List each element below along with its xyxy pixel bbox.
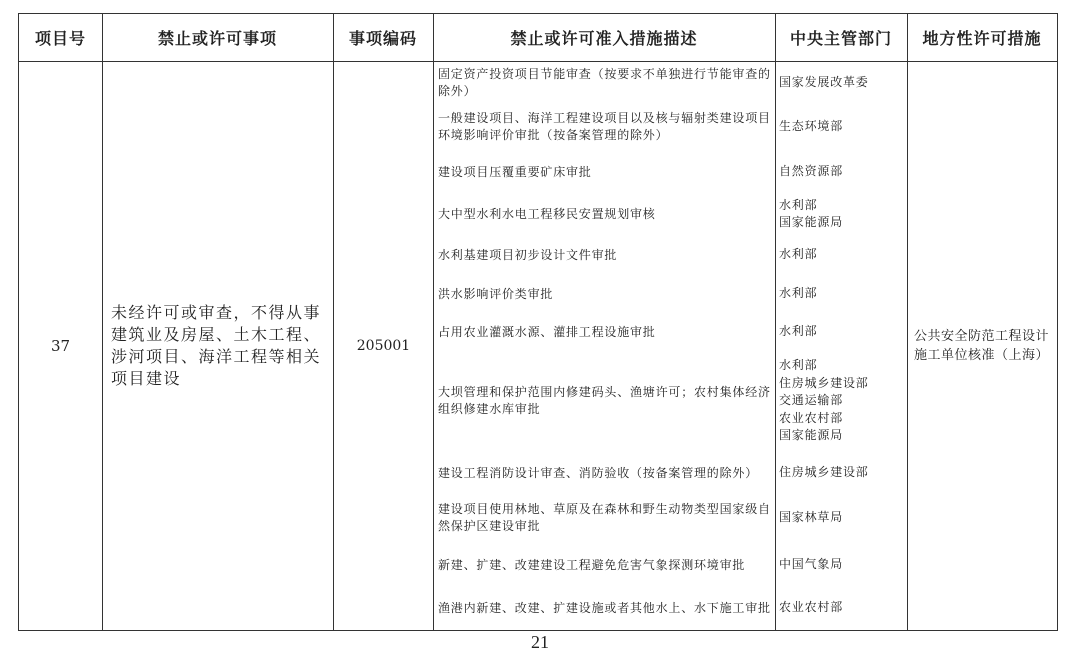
measure-department: 生态环境部 xyxy=(779,119,844,134)
measure-description: 新建、扩建、改建建设工程避免危害气象探测环境审批 xyxy=(438,557,746,572)
header-item: 禁止或许可事项 xyxy=(157,29,277,48)
measure-department: 水利部 国家能源局 xyxy=(779,197,844,229)
column-divider xyxy=(433,14,434,630)
measure-department: 水利部 xyxy=(779,324,818,339)
measure-department: 中国气象局 xyxy=(779,557,844,572)
header-department: 中央主管部门 xyxy=(789,29,892,48)
header-description: 禁止或许可准入措施描述 xyxy=(510,29,698,48)
measure-description: 洪水影响评价类审批 xyxy=(438,286,554,301)
measure-description: 渔港内新建、改建、扩建设施或者其他水上、水下施工审批 xyxy=(438,600,771,615)
header-number: 项目号 xyxy=(34,29,86,48)
measure-description: 占用农业灌溉水源、灌排工程设施审批 xyxy=(438,324,656,339)
measure-description: 一般建设项目、海洋工程建设项目以及核与辐射类建设项目环境影响评价审批（按备案管理的除外） xyxy=(438,111,771,142)
measure-department: 国家发展改革委 xyxy=(779,75,869,90)
measure-department: 住房城乡建设部 xyxy=(779,465,869,480)
measure-description: 建设项目压覆重要矿床审批 xyxy=(438,164,592,179)
item-number: 37 xyxy=(50,337,71,355)
measure-department: 水利部 xyxy=(779,247,818,262)
measure-department: 国家林草局 xyxy=(779,510,844,525)
measure-department: 水利部 xyxy=(779,286,818,301)
page-number: 21 xyxy=(531,632,549,652)
permit-table xyxy=(18,13,1058,631)
measure-description: 水利基建项目初步设计文件审批 xyxy=(438,247,618,262)
local-measure: 公共安全防范工程设计施工单位核准（上海） xyxy=(914,329,1050,363)
item-code: 205001 xyxy=(356,338,411,354)
measure-description: 建设工程消防设计审查、消防验收（按备案管理的除外） xyxy=(438,465,759,480)
measure-department: 农业农村部 xyxy=(779,600,844,615)
header-code: 事项编码 xyxy=(348,29,417,48)
measure-description: 建设项目使用林地、草原及在森林和野生动物类型国家级自然保护区建设审批 xyxy=(438,502,771,533)
item-title: 未经许可或审查，不得从事建筑业及房屋、土木工程、涉河项目、海洋工程等相关项目建设 xyxy=(111,303,322,388)
measure-description: 固定资产投资项目节能审查（按要求不单独进行节能审查的除外） xyxy=(438,67,771,98)
measure-description: 大中型水利水电工程移民安置规划审核 xyxy=(438,206,656,221)
measure-department: 水利部 住房城乡建设部 交通运输部 农业农村部 国家能源局 xyxy=(779,358,869,443)
column-divider xyxy=(775,14,776,630)
measure-description: 大坝管理和保护范围内修建码头、渔塘许可；农村集体经济组织修建水库审批 xyxy=(438,385,771,416)
measure-department: 自然资源部 xyxy=(779,164,844,179)
header-local-measure: 地方性许可措施 xyxy=(922,29,1042,48)
